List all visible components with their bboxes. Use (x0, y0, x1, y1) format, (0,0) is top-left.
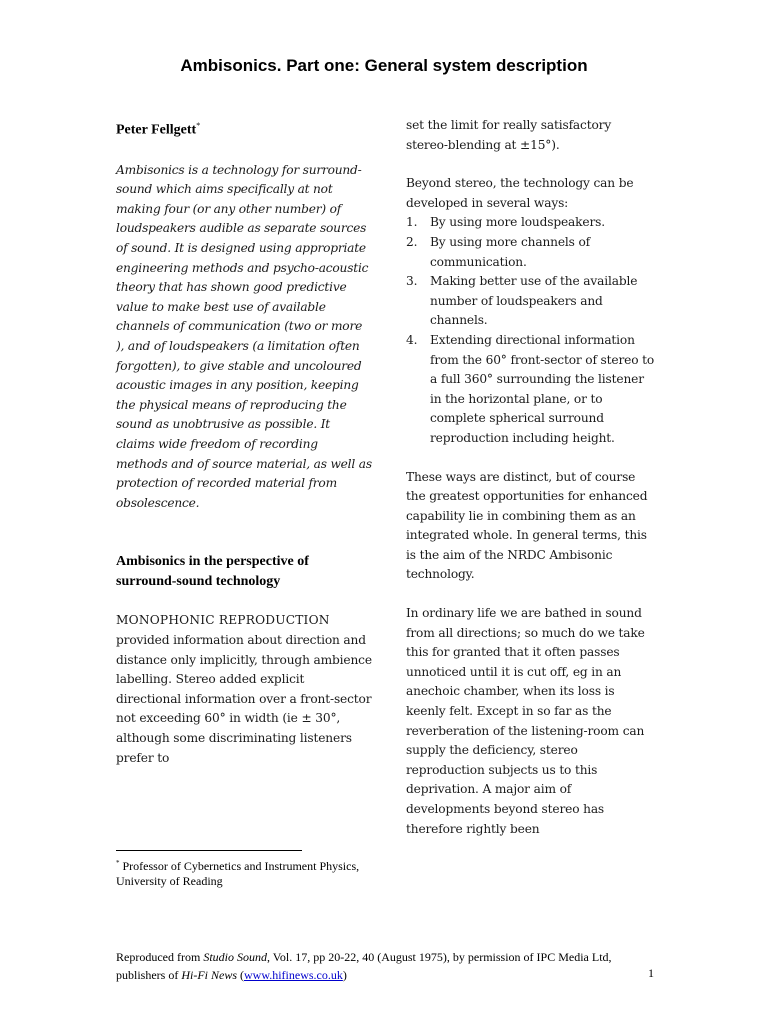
author-line (116, 116, 372, 141)
ways-intro: Beyond stereo, the technology can be developed in several ways: (406, 176, 634, 210)
footer-text: Reproduced from (116, 950, 204, 964)
list-text: Extending directional information from the 60° front-sector of stereo to a full 360° surrounding the listener in the horizontal plane, or to complete spherical surround reproduction including height. (430, 332, 655, 445)
footer-journal: Studio Sound (203, 950, 267, 964)
abstract: Ambisonics is a technology for surround-sound which aims specifically at not making four (or any other number) of loudspeakers audible as separate sources of sound. It is designed using appropriate engineering methods and psycho-acoustic theory that has shown good predictive value to make best use of available channels of communication (two or more ), and of loudspeakers (a limitation often forgotten), to give stable and uncoloured acoustic images in any position, keeping the physical means of reproducing the sound as unobtrusive as possible. It claims wide freedom of recording methods and of source material, as well as protection of recorded material from obsolescence. (116, 162, 372, 510)
distinct-paragraph: These ways are distinct, but of course the greatest opportunities for enhanced capability lie in combining them as an integrated whole. In general terms, this is the aim of the NRDC Ambisonic technology. (406, 469, 648, 582)
list-item (406, 213, 656, 233)
list-number: 3. (406, 274, 418, 289)
page-footer (116, 949, 656, 984)
right-column (406, 116, 656, 839)
footnote (116, 856, 366, 889)
list-item (406, 233, 656, 272)
footnote-mark: * (116, 859, 120, 867)
page-title: Ambisonics. Part one: General system description (180, 56, 588, 75)
list-text: Making better use of the available number of loudspeakers and channels. (430, 274, 638, 328)
footer-text: ( (237, 967, 244, 982)
footnote-rule (116, 850, 302, 851)
left-paragraph (116, 611, 372, 768)
list-number: 1. (406, 215, 418, 230)
list-item (406, 272, 656, 331)
list-text: By using more loudspeakers. (430, 215, 605, 230)
list-number: 2. (406, 234, 418, 249)
list-number: 4. (406, 332, 418, 347)
list-text: By using more channels of communication. (430, 234, 591, 269)
continuation-paragraph: set the limit for really satisfactory stereo-blending at ±15°). (406, 118, 612, 152)
ways-list (406, 213, 656, 448)
author-name: Peter Fellgett (116, 122, 197, 138)
author-footnote-mark: * (196, 121, 201, 130)
footer-magazine: Hi-Fi News (181, 967, 237, 982)
ordinary-life-paragraph: In ordinary life we are bathed in sound from all directions; so much do we take this for granted that it often passes unnoticed until it is cut off, eg in an anechoic chamber, when its loss is keenly felt. Except in so far as the reverberation of the listening-room can supply the deficiency, stereo reproduction subjects us to this deprivation. A major aim of developments beyond stereo has therefore rightly been (406, 606, 645, 836)
footer-link[interactable]: www.hifinews.co.uk (244, 967, 343, 982)
list-item (406, 331, 656, 449)
paragraph-lead: MONOPHONIC REPRODUCTION (116, 613, 330, 628)
section-heading: Ambisonics in the perspective of surround-sound technology (116, 554, 309, 590)
footer-text: , Vol. 17, pp 20-22, 40 (August 1975), by permission of IPC Media Ltd, publishers of (116, 950, 612, 982)
footnote-text: Professor of Cybernetics and Instrument Physics, University of Reading (116, 859, 360, 888)
paragraph-text: provided information about direction and distance only implicitly, through ambience labelling. Stereo added explicit directional information over a front-sector not exceeding 60° in width (ie ± 30°, although some discriminating listeners prefer to (116, 632, 372, 765)
footer-text: ) (342, 967, 347, 982)
page-number: 1 (648, 966, 654, 980)
left-column (116, 116, 372, 768)
